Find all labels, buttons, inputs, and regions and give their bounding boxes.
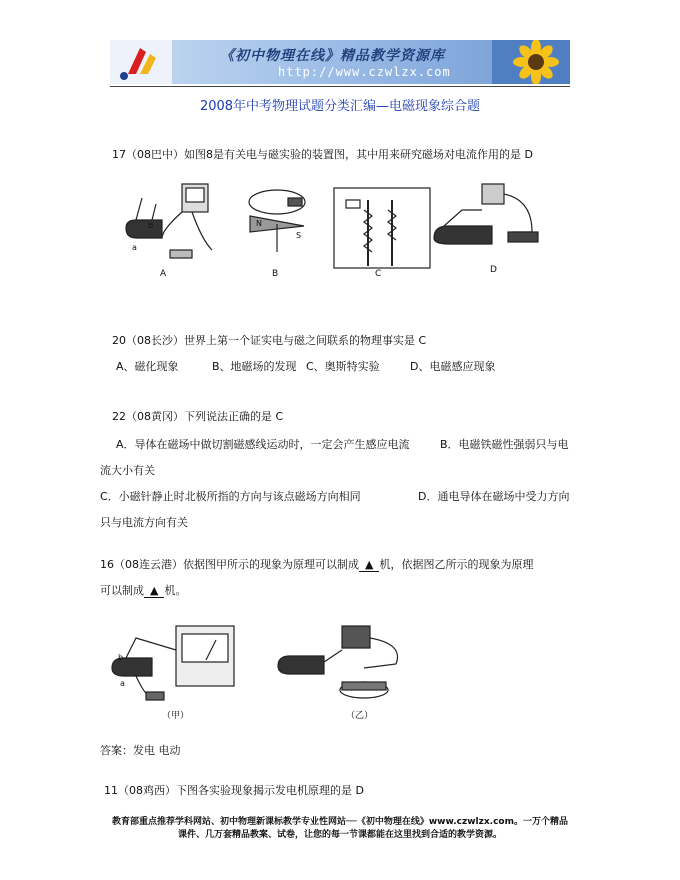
option-20-d: D、电磁感应现象 — [410, 360, 496, 373]
question-11: 11（08鸡西）下图各实验现象揭示发电机原理的是 D — [104, 784, 364, 797]
figure-q16 — [106, 620, 416, 724]
page-footer — [0, 816, 680, 842]
option-22-d-line2: 只与电流方向有关 — [100, 516, 188, 529]
option-22-a: A．导体在磁场中做切割磁感线运动时，一定会产生感应电流 — [116, 438, 410, 451]
option-20-a: A、磁化现象 — [116, 360, 179, 373]
q16-text-2a: 可以制成 — [100, 584, 144, 597]
site-logo — [110, 40, 172, 84]
fig-label-b: B — [272, 269, 279, 279]
option-20-b: B、地磁场的发现 — [212, 360, 297, 373]
q16-mark-b: b — [118, 653, 124, 662]
question-16-line1 — [100, 556, 533, 572]
q16-mark-a: a — [120, 679, 125, 688]
footer-line-2: 课件、几万套精品教案、试卷，让您的每一节课都能在这里找到合适的教学资源。 — [177, 830, 502, 840]
fig-mark-n: N — [256, 219, 262, 228]
fig-label-jia: （甲） — [162, 711, 190, 721]
option-22-d-line1: D．通电导体在磁场中受力方向 — [418, 490, 570, 503]
header-banner — [110, 40, 570, 84]
fig-label-c: C — [375, 269, 382, 279]
q16-text-2b: 机。 — [164, 584, 187, 597]
option-22-c: C．小磁针静止时北极所指的方向与该点磁场方向相同 — [100, 490, 361, 503]
fig-label-d: D — [490, 265, 497, 275]
option-20-c: C、奥斯特实验 — [306, 360, 380, 373]
question-20: 20（08长沙）世界上第一个证实电与磁之间联系的物理事实是 C — [112, 334, 427, 347]
banner-url[interactable]: http://www.czwlzx.com — [278, 65, 451, 79]
answer-16: 答案：发电 电动 — [100, 744, 181, 757]
option-22-b-line2: 流大小有关 — [100, 464, 155, 477]
q16-text-1a: 16（08连云港）依据图甲所示的现象为原理可以制成 — [100, 558, 359, 571]
page-title: 2008年中考物理试题分类汇编—电磁现象综合题 — [199, 99, 481, 114]
sunflower-image — [492, 40, 570, 84]
q16-text-1b: 机，依据图乙所示的现象为原理 — [379, 558, 534, 571]
figure-q17 — [122, 180, 546, 280]
footer-line-1: 教育部重点推荐学科网站、初中物理新课标教学专业性网站──《初中物理在线》www.czwlzx.com。一万个精品 — [112, 817, 568, 827]
fig-label-a: A — [160, 269, 167, 279]
fig-mark-b: b — [148, 221, 154, 230]
fig-mark-a: a — [132, 243, 137, 252]
q16-blank-2: ▲ — [144, 584, 164, 598]
question-16-line2 — [100, 582, 186, 598]
question-22: 22（08黄冈）下列说法正确的是 C — [112, 410, 284, 423]
header-rule — [110, 86, 570, 87]
question-17: 17（08巴中）如图8是有关电与磁实验的装置图，其中用来研究磁场对电流作用的是 D — [112, 148, 533, 161]
banner-tagline: 《初中物理在线》精品教学资源库 — [220, 48, 445, 64]
option-22-b-line1: B．电磁铁磁性强弱只与电 — [440, 438, 569, 451]
fig-label-yi: （乙） — [346, 711, 374, 721]
fig-mark-s: S — [296, 231, 302, 240]
q16-blank-1: ▲ — [359, 558, 379, 572]
